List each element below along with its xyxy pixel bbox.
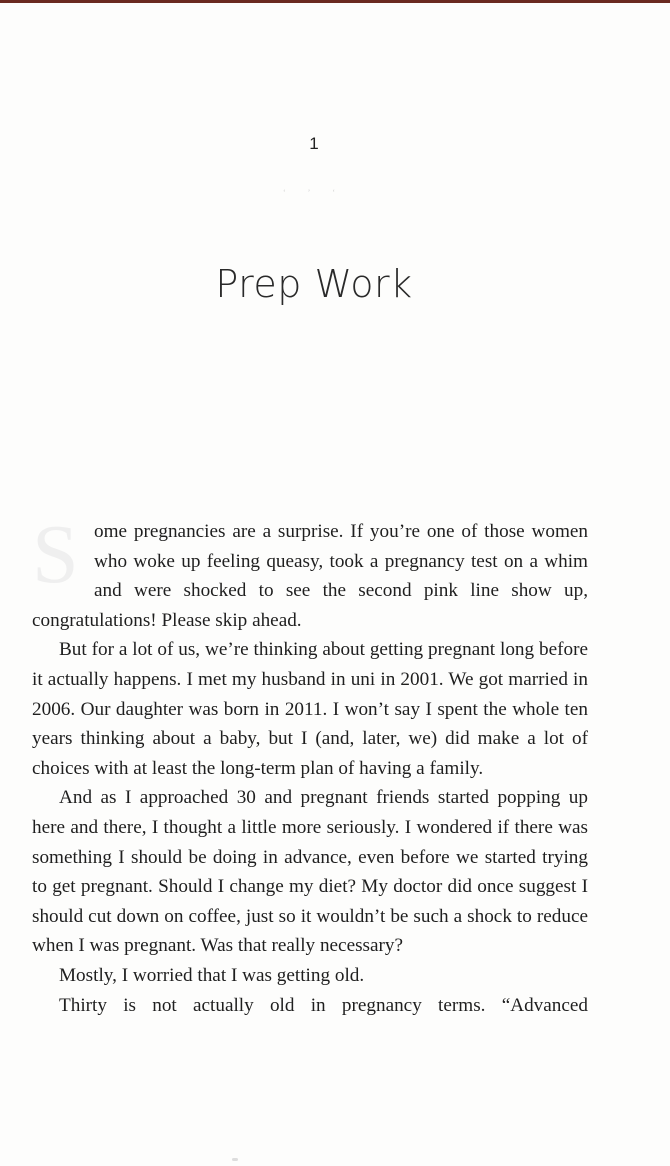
chapter-body (32, 508, 588, 1020)
drop-cap: S (32, 508, 79, 601)
paragraph-2: But for a lot of us, we’re thinking about getting pregnant long before it actually happens. I met my husband in uni in 2001. We got married in 2006. Our daughter was born in 2011. I won’t say I spent the whole ten years thinking about a baby, but I (and, later, we) did make a lot of choices with at least the long-term plan of having a family. (32, 639, 588, 779)
paragraph-1-text: ome pregnancies are a surprise. If you’re one of those women who woke up feeling queasy, took a pregnancy test on a whim and were shocked to see the second pink line show up, congratulations! Please skip ahead. (32, 521, 588, 631)
page-smudge-mark (232, 1158, 238, 1161)
paragraph-1 (32, 508, 588, 635)
paragraph-5: Thirty is not actually old in pregnancy terms. “Advanced (59, 994, 588, 1016)
paragraph-3: And as I approached 30 and pregnant friends started popping up here and there, I thought a little more seriously. I wondered if there was something I should be doing in advance, even before we started trying to get pregnant. Should I change my diet? My doctor did once suggest I should cut down on coffee, just so it wouldn’t be such a shock to reduce when I was pregnant. Was that really necessary? (32, 787, 588, 957)
chapter-number: 1 (309, 134, 319, 153)
page-top-edge (0, 0, 670, 3)
paragraph-4: Mostly, I worried that I was getting old. (59, 964, 365, 986)
chapter-title: Prep Work (215, 262, 413, 306)
chapter-ornament: ʻ ʼ ʻ (283, 188, 345, 197)
